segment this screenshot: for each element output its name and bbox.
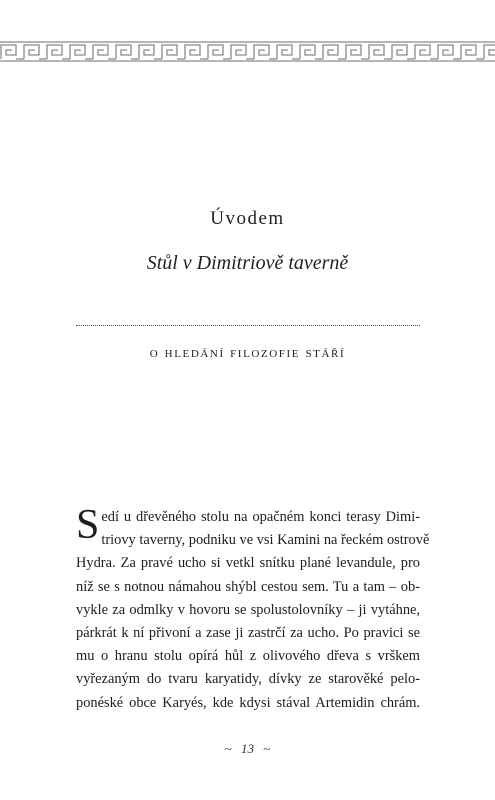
- meander-unit: [162, 45, 177, 59]
- greek-key-border: [0, 40, 495, 64]
- paragraph-line: vykle za odmlky v hovoru se spolustolovníky – ji vytáhne,: [76, 601, 420, 618]
- tilde-ornament-left: ~: [224, 741, 232, 756]
- meander-unit: [323, 45, 338, 59]
- chapter-label: Úvodem: [210, 208, 285, 229]
- meander-unit: [24, 45, 39, 59]
- meander-unit: [346, 45, 361, 59]
- meander-unit: [47, 45, 62, 59]
- paragraph-line: vyřezaným do tvaru karyatidy, dívky ze starověké pelo-: [76, 671, 420, 688]
- dotted-divider: [76, 325, 420, 326]
- paragraph-line: triovy taverny, podniku ve vsi Kamini na řeckém ostrově: [101, 532, 430, 549]
- meander-unit: [1, 45, 16, 59]
- meander-unit: [415, 45, 430, 59]
- meander-unit: [93, 45, 108, 59]
- meander-unit: [116, 45, 131, 59]
- meander-unit: [277, 45, 292, 59]
- meander-unit: [461, 45, 476, 59]
- chapter-subtitle: Stůl v Dimitriově taverně: [146, 252, 349, 274]
- meander-unit: [139, 45, 154, 59]
- paragraph-line: párkrát k ní přivoní a zase ji zastrčí za ucho. Po pravici se: [76, 625, 420, 642]
- greek-key-pattern-icon: [0, 40, 495, 64]
- meander-unit: [392, 45, 407, 59]
- section-heading-text: o hledání filozofie stáří: [149, 345, 346, 361]
- meander-unit: [231, 45, 246, 59]
- drop-cap: S: [76, 502, 100, 548]
- paragraph-line: mu o hranu stolu opírá hůl z olivového dřeva s vrškem: [76, 648, 420, 665]
- paragraph-line: edí u dřevěného stolu na opačném konci terasy Dimi-: [101, 509, 420, 525]
- meander-unit: [300, 45, 315, 59]
- page-number: 13: [241, 741, 254, 756]
- meander-unit: [208, 45, 223, 59]
- section-heading: [0, 345, 495, 362]
- page-footer: [0, 741, 495, 757]
- paragraph-line: níž se s notnou námahou shýbl cestou sem. Tu a tam – ob-: [76, 578, 420, 595]
- meander-unit: [254, 45, 269, 59]
- paragraph-line: ponéské obce Karyés, kde kdysi stával Artemidin chrám.: [76, 694, 420, 711]
- body-paragraph: [76, 502, 430, 715]
- paragraph-line: Hydra. Za pravé ucho si vetkl snítku plané levandule, pro: [76, 555, 420, 572]
- meander-unit: [70, 45, 85, 59]
- meander-unit: [185, 45, 200, 59]
- meander-unit: [438, 45, 453, 59]
- meander-unit: [484, 45, 495, 59]
- tilde-ornament-right: ~: [263, 741, 271, 756]
- meander-unit: [369, 45, 384, 59]
